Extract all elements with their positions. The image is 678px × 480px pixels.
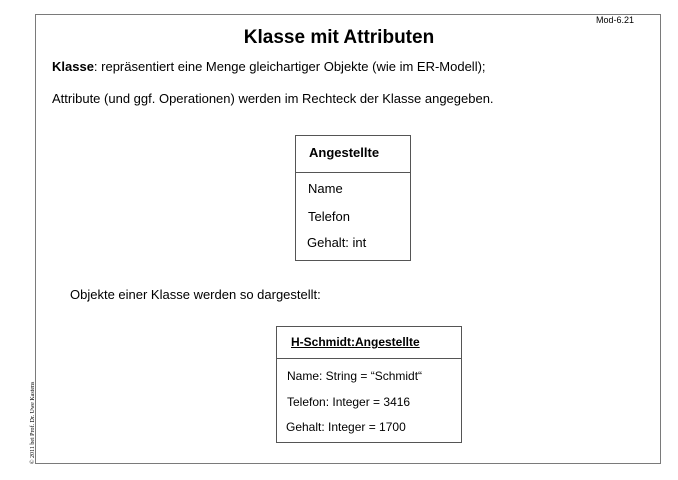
class-attribute-name: Name [308, 181, 343, 196]
term-klasse: Klasse [52, 59, 94, 74]
object-attribute-gehalt: Gehalt: Integer = 1700 [286, 420, 406, 434]
slide-number: Mod-6.21 [596, 15, 635, 25]
object-name: H-Schmidt:Angestellte [291, 335, 420, 349]
objects-caption: Objekte einer Klasse werden so dargestellt: [70, 287, 321, 302]
object-attribute-telefon: Telefon: Integer = 3416 [287, 395, 411, 409]
definition-line [52, 59, 486, 74]
object-header [277, 327, 461, 359]
slide-title: Klasse mit Attributen [243, 27, 435, 48]
copyright-note: © 2011 bei Prof. Dr. Uwe Kastens [30, 381, 36, 464]
definition-text: : repräsentiert eine Menge gleichartiger Objekte (wie im ER-Modell); [93, 59, 486, 74]
attributes-explanation: Attribute (und ggf. Operationen) werden im Rechteck der Klasse angegeben. [52, 91, 494, 106]
class-attribute-telefon: Telefon [308, 209, 350, 224]
class-name: Angestellte [309, 145, 380, 160]
object-attribute-name: Name: String = “Schmidt“ [287, 369, 423, 383]
class-attribute-gehalt: Gehalt: int [307, 235, 367, 250]
class-header [296, 136, 410, 173]
uml-class-box [295, 135, 411, 261]
uml-object-box [276, 326, 462, 443]
